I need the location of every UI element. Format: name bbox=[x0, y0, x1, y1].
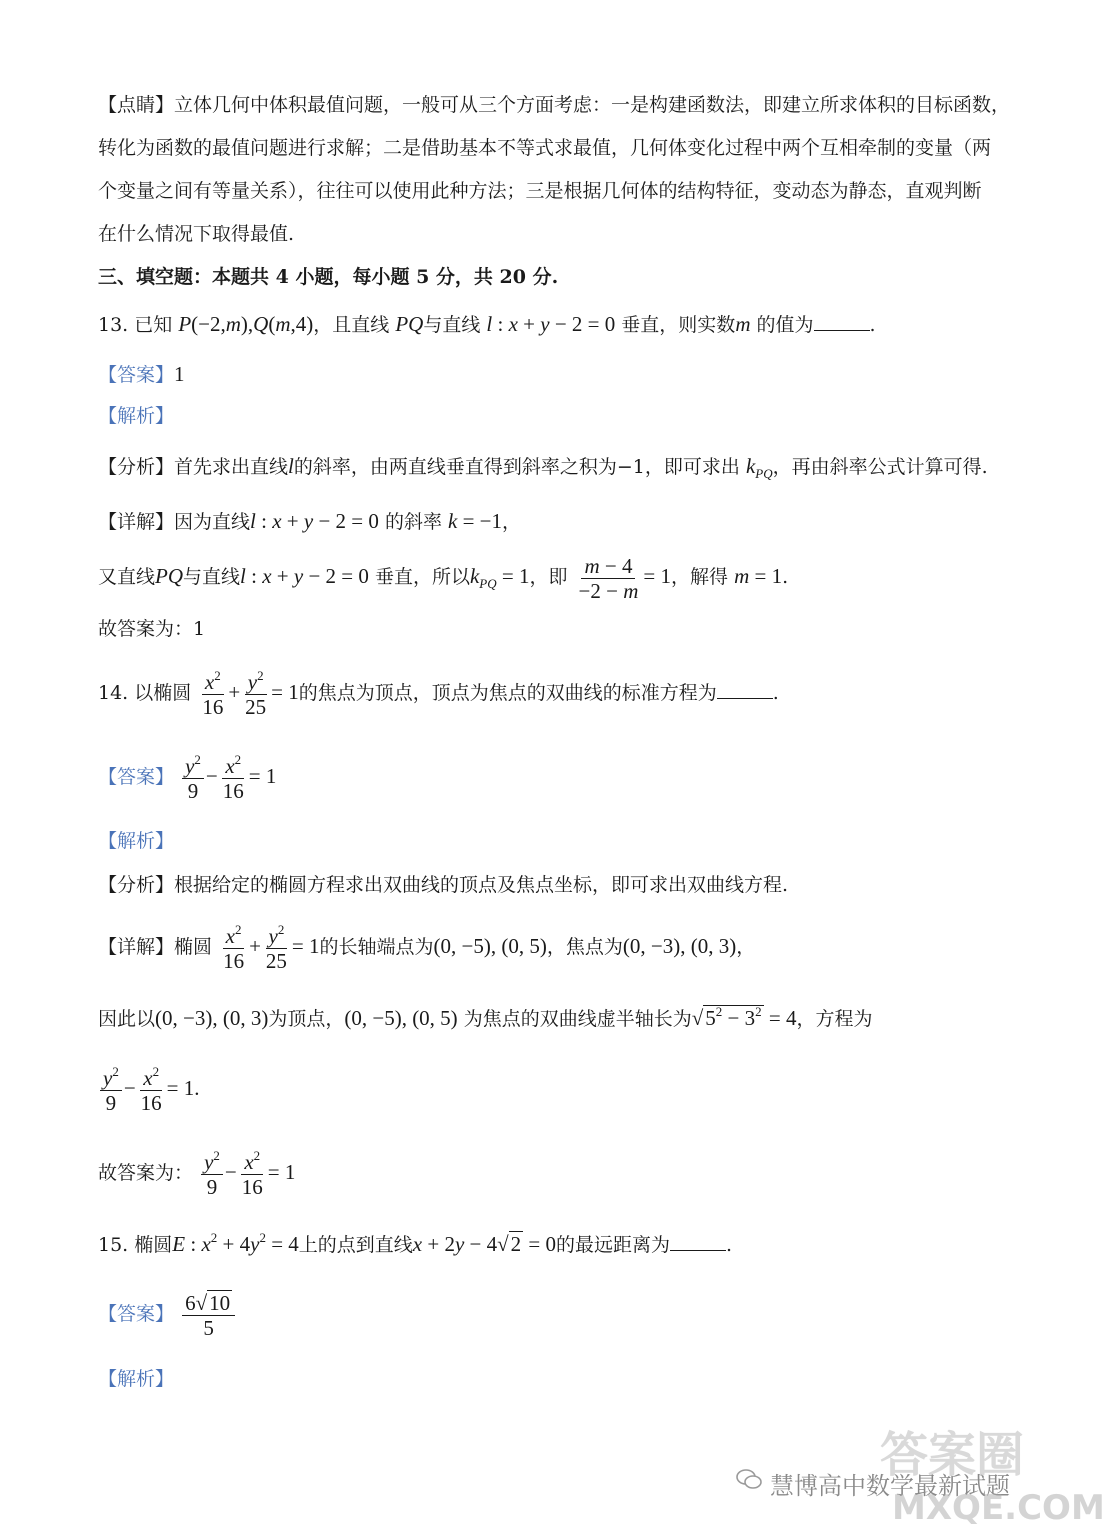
q13-jiexi: 【解析】 bbox=[98, 405, 175, 427]
watermark-site: MXQE.COM bbox=[892, 1488, 1105, 1528]
q14-answer: 【答案】 $\frac{y^2}{9}$ − $\frac{x^2}{16}$ = 1 bbox=[98, 751, 277, 803]
q14-question: 14. 以椭圆 $\frac{x^2}{16}$ + $\frac{y^2}{25}$ = 1的焦点为顶点，顶点为焦点的双曲线的标准方程为 . bbox=[98, 667, 779, 719]
section-title: 三、填空题：本题共 4 小题，每小题 5 分，共 20 分. bbox=[98, 266, 559, 288]
q15-question: 15. 椭圆E : $x^2 + 4y^2 = 4$上的点到直线x + 2y − 4√2 = 0的最远距离为 . bbox=[98, 1230, 733, 1256]
q14-fenxi: 【分析】根据给定的椭圆方程求出双曲线的顶点及焦点坐标，即可求出双曲线方程. bbox=[98, 874, 789, 896]
wechat-icon bbox=[736, 1468, 762, 1490]
q13-xiangjie-1: 【详解】因为直线l : x + y − 2 = 0 的斜率 k = −1， bbox=[98, 509, 522, 533]
q14-xiangjie-1: 【详解】椭圆 $\frac{x^2}{16}$ + $\frac{y^2}{25}$ = 1的长轴端点为(0, −5), (0, 5)，焦点为(0, −3), (0, 3)， bbox=[98, 921, 756, 973]
dianjing-line-2: 转化为函数的最值问题进行求解；二是借助基本不等式求最值，几何体变化过程中两个互相牵制的变量（两 bbox=[98, 137, 992, 159]
q13-final: 故答案为：1 bbox=[98, 618, 206, 640]
q14-xiangjie-2: 因此以(0, −3), (0, 3)为顶点，(0, −5), (0, 5) 为焦点的双曲线虚半轴长为$√5^2 - 3^2 = 4$，方程为 bbox=[98, 1004, 873, 1030]
dianjing-line-1: 【点睛】立体几何中体积最值问题，一般可从三个方面考虑：一是构建函数法，即建立所求体积的目标函数， bbox=[98, 94, 1011, 116]
q13-answer: 【答案】1 bbox=[98, 362, 185, 386]
q13-xiangjie-2: 又直线PQ与直线l : x + y − 2 = 0 垂直，所以$k_{PQ} = 1$，即 $\frac{m - 4}{-2 - m}$ = 1，解得 m = 1. bbox=[98, 553, 789, 603]
dianjing-line-3: 个变量之间有等量关系），往往可以使用此种方法；三是根据几何体的结构特征，变动态为静态，直观判断 bbox=[98, 180, 982, 202]
q13-fenxi: 【分析】首先求出直线l的斜率，由两直线垂直得到斜率之积为−1，即可求出 $k_{PQ}$，再由斜率公式计算可得. bbox=[98, 454, 988, 481]
q14-equation: $\frac{y^2}{9}$ − $\frac{x^2}{16}$ = 1. bbox=[98, 1064, 200, 1115]
answer-blank bbox=[717, 680, 773, 699]
watermark bbox=[730, 1410, 1105, 1528]
q15-jiexi: 【解析】 bbox=[98, 1368, 175, 1390]
answer-blank bbox=[814, 312, 870, 331]
q14-jiexi: 【解析】 bbox=[98, 830, 175, 852]
watermark-source: 慧博高中数学最新试题 bbox=[770, 1472, 1010, 1500]
q14-final: 故答案为： $\frac{y^2}{9}$ − $\frac{x^2}{16}$ = 1 bbox=[98, 1147, 296, 1199]
watermark-logo: 答案圈 bbox=[880, 1427, 1025, 1483]
dianjing-line-4: 在什么情况下取得最值. bbox=[98, 223, 295, 245]
answer-blank bbox=[670, 1232, 726, 1251]
q13-question: 13. 已知 P(−2,m),Q(m,4)，且直线 PQ与直线 l : x + y − 2 = 0 垂直，则实数m 的值为 . bbox=[98, 312, 876, 336]
q15-answer: 【答案】 $\frac{6√10}{5}$ bbox=[98, 1290, 237, 1340]
